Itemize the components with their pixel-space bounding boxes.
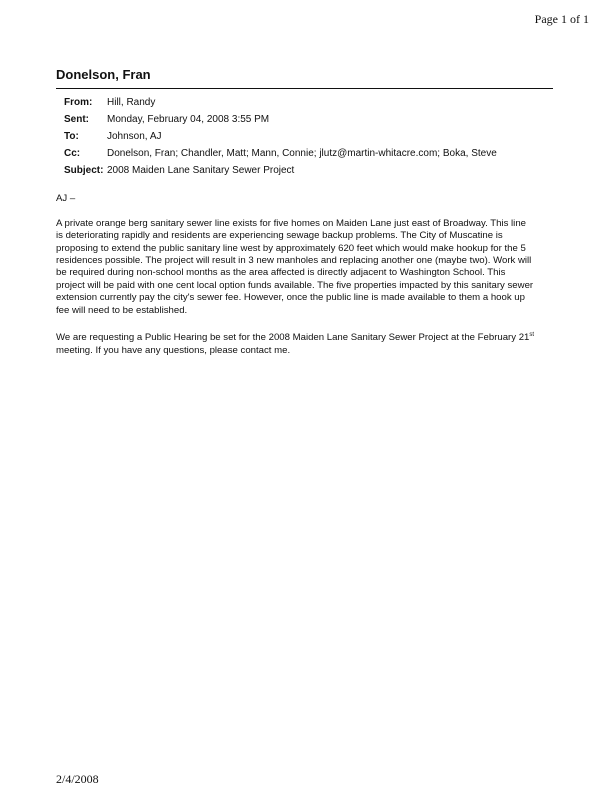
paragraph-1 — [56, 218, 566, 317]
header-cc — [64, 148, 497, 165]
header-label: From: — [64, 97, 93, 108]
body-line: is deteriorating rapidly and residents are experiencing sewage backup problems. The City of Muscatine is — [56, 230, 503, 242]
body-line: residences possible. The project will result in 3 new manholes and replacing another one (maybe two). Work will — [56, 255, 532, 267]
page-number: Page 1 of 1 — [534, 12, 589, 26]
header-subject — [64, 165, 497, 182]
header-value: Hill, Randy — [107, 97, 156, 108]
body-line: be required during non-school months as the area affected is directly adjacent to Washington School. This — [56, 267, 506, 279]
paragraph-2 — [56, 329, 566, 357]
email-headers — [64, 97, 497, 182]
header-value: Monday, February 04, 2008 3:55 PM — [107, 114, 270, 125]
header-sent — [64, 114, 497, 131]
ordinal-suffix: st — [529, 332, 535, 339]
sender-heading: Donelson, Fran — [56, 67, 151, 82]
body-line: fee will need to be established. — [56, 304, 188, 316]
body-line: meeting. If you have any questions, please contact me. — [56, 345, 291, 357]
greeting: AJ – — [56, 193, 76, 204]
header-label: Cc: — [64, 148, 81, 159]
header-label: To: — [64, 131, 79, 142]
body-line: We are requesting a Public Hearing be set for the 2008 Maiden Lane Sanitary Sewer Project at the February 21 — [56, 332, 530, 344]
header-label: Subject: — [64, 165, 104, 176]
header-label: Sent: — [64, 114, 89, 125]
header-value: Donelson, Fran; Chandler, Matt; Mann, Connie; jlutz@martin-whitacre.com; Boka, Steve — [107, 148, 497, 159]
body-line: extension currently pay the city's sewer fee. However, once the public line is made available to them a hook up — [56, 292, 525, 304]
divider — [56, 88, 553, 89]
body-line: proposing to extend the public sanitary line west by approximately 620 feet which would make hookup for the 5 — [56, 242, 526, 254]
header-from — [64, 97, 497, 114]
body-line: A private orange berg sanitary sewer line exists for five homes on Maiden Lane just east of Broadway. This line — [56, 217, 526, 229]
body-line: project will be paid with one cent local option funds available. The five properties impacted by this sanitary sewer — [56, 279, 534, 291]
print-date: 2/4/2008 — [56, 772, 99, 786]
header-value: 2008 Maiden Lane Sanitary Sewer Project — [107, 165, 295, 176]
email-body — [56, 193, 566, 370]
header-to — [64, 131, 497, 148]
header-value: Johnson, AJ — [107, 131, 162, 142]
